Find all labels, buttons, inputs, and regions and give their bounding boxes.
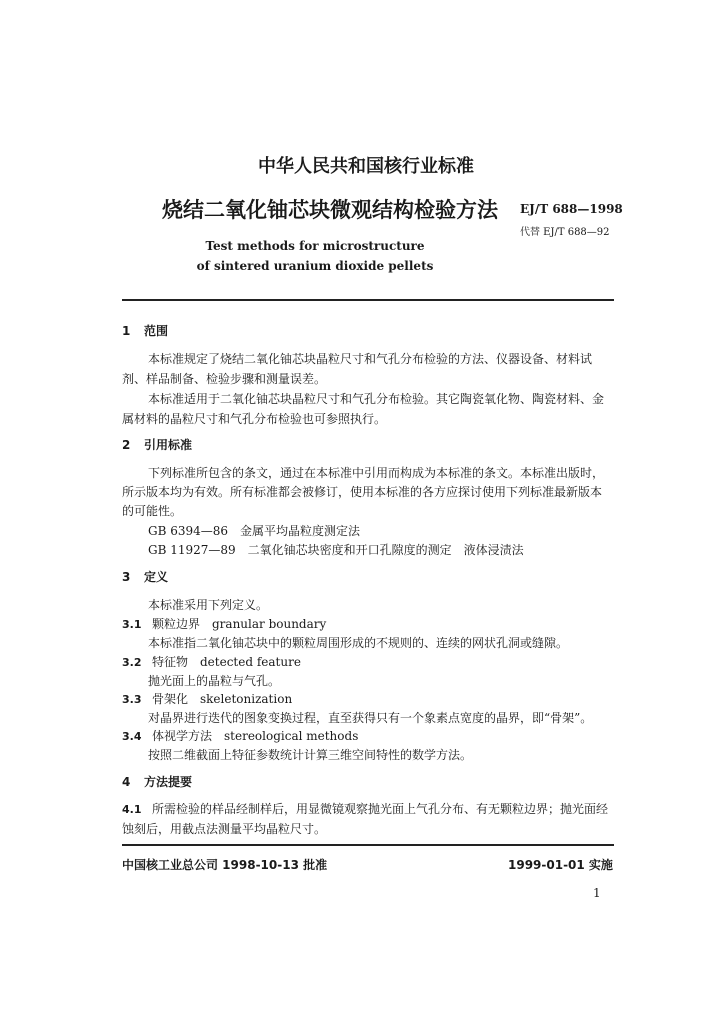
effective-date: 1999-01-01 实施 — [508, 858, 613, 872]
section-2-heading — [122, 436, 192, 453]
s2-paragraph-line-1: 下列标准所包含的条文，通过在本标准中引用而构成为本标准的条文。本标准出版时， — [148, 466, 605, 480]
section-3-heading — [122, 568, 168, 585]
standard-category: 中华人民共和国核行业标准 — [258, 156, 474, 177]
section-1-heading — [122, 322, 168, 339]
definition-3-4 — [122, 727, 358, 744]
definition-3-2-term: 特征物 detected feature — [152, 655, 301, 669]
document-title-cn: 烧结二氧化铀芯块微观结构检验方法 — [162, 198, 498, 222]
s2-paragraph-line-3: 的可能性。 — [122, 504, 183, 518]
definition-3-1-term: 颗粒边界 granular boundary — [152, 617, 327, 631]
s1-paragraph-2-line-2: 属材料的晶粒尺寸和气孔分布检验也可参照执行。 — [122, 412, 387, 426]
definition-3-4-number: 3.4 — [122, 730, 142, 743]
definition-3-2-number: 3.2 — [122, 656, 142, 669]
s4-paragraph-line-2: 蚀刻后，用截点法测量平均晶粒尺寸。 — [122, 822, 327, 836]
approval-note: 中国核工业总公司 1998-10-13 批准 — [122, 858, 328, 872]
page-number: 1 — [593, 886, 601, 900]
s4-paragraph-text-1: 所需检验的样品经制样后，用显微镜观察抛光面上气孔分布、有无颗粒边界；抛光面经 — [152, 802, 609, 816]
s1-paragraph-2-line-1: 本标准适用于二氧化铀芯块晶粒尺寸和气孔分布检验。其它陶瓷氧化物、陶瓷材料、金 — [148, 392, 605, 406]
definition-3-4-text: 按照二维截面上特征参数统计计算三维空间特性的数学方法。 — [148, 748, 473, 762]
section-4-heading — [122, 773, 192, 790]
definition-3-2 — [122, 653, 301, 670]
definition-3-2-text: 抛光面上的晶粒与气孔。 — [148, 674, 281, 688]
section-4-title: 方法提要 — [144, 775, 193, 789]
section-2-number: 2 — [122, 438, 131, 452]
definition-3-3-term: 骨架化 skeletonization — [152, 692, 293, 706]
definition-3-1-text: 本标准指二氧化铀芯块中的颗粒周围形成的不规则的、连续的网状孔洞或缝隙。 — [148, 636, 569, 650]
definition-3-3-number: 3.3 — [122, 693, 142, 706]
s3-intro: 本标准采用下列定义。 — [148, 598, 269, 612]
definition-3-4-term: 体视学方法 stereological methods — [152, 729, 359, 743]
s2-reference-1: GB 6394—86 金属平均晶粒度测定法 — [148, 524, 361, 538]
document-title-en-line2: of sintered uranium dioxide pellets — [196, 259, 434, 273]
definition-3-3 — [122, 690, 292, 707]
definition-3-3-text: 对晶界进行迭代的图象变换过程，直至获得只有一个象素点宽度的晶界，即“骨架”。 — [148, 711, 593, 725]
footer-divider — [122, 844, 614, 846]
header-divider — [122, 299, 614, 301]
section-1-number: 1 — [122, 324, 131, 338]
section-3-title: 定义 — [144, 570, 169, 584]
s1-paragraph-1-line-1: 本标准规定了烧结二氧化铀芯块晶粒尺寸和气孔分布检验的方法、仪器设备、材料试 — [148, 352, 593, 366]
s4-paragraph-line-1 — [122, 800, 608, 817]
s2-reference-2: GB 11927—89 二氧化铀芯块密度和开口孔隙度的测定 液体浸渍法 — [148, 543, 524, 557]
definition-3-1-number: 3.1 — [122, 618, 142, 631]
section-2-title: 引用标准 — [144, 438, 193, 452]
section-1-title: 范围 — [144, 324, 169, 338]
section-3-number: 3 — [122, 570, 131, 584]
section-4-number: 4 — [122, 775, 131, 789]
s4-paragraph-number: 4.1 — [122, 803, 142, 816]
s1-paragraph-1-line-2: 剂、样品制备、检验步骤和测量误差。 — [122, 372, 327, 386]
document-title-en-line1: Test methods for microstructure — [205, 239, 425, 253]
s2-paragraph-line-2: 所示版本均为有效。所有标准都会被修订，使用本标准的各方应探讨使用下列标准最新版本 — [122, 485, 603, 499]
replaces-standard: 代替 EJ/T 688—92 — [520, 227, 610, 238]
definition-3-1 — [122, 615, 326, 632]
standard-code: EJ/T 688—1998 — [520, 202, 623, 216]
